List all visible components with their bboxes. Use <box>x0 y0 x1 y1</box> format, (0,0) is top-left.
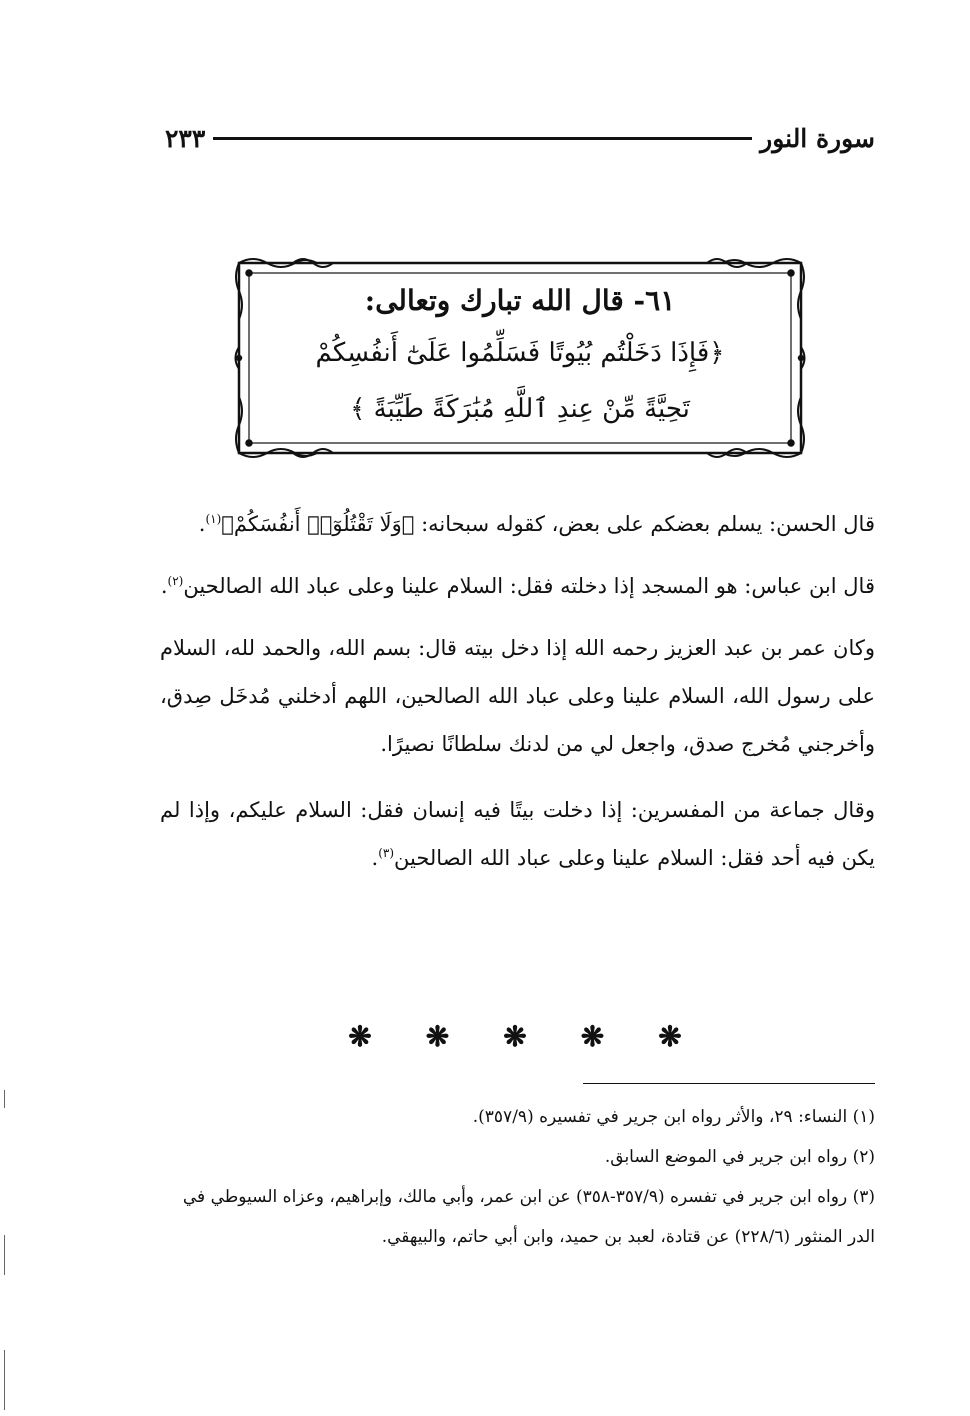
paragraph-text: وكان عمر بن عبد العزيز رحمه الله إذا دخل بيته قال: بسم الله، والحمد لله، السلام على رسول الله، السلام علينا وعلى عباد الله الصالحين، اللهم أدخلني مُدخَل صِدق، وأخرجني مُخرج صدق، واجعل لي من لدنك سلطانًا نصيرًا. <box>160 636 875 756</box>
asterisk-icon: ❋ <box>348 1019 372 1053</box>
footnote-ref[interactable]: (٣) <box>378 846 395 860</box>
paragraph-ibn-abbas <box>160 562 875 610</box>
paragraph-mufassirin <box>160 786 875 882</box>
paragraph-text: وقال جماعة من المفسرين: إذا دخلت بيتًا فيه إنسان فقل: السلام عليكم، وإذا لم يكن فيه أحد فقل: السلام علينا وعلى عباد الله الصالحين <box>160 798 875 870</box>
asterisk-icon: ❋ <box>658 1019 682 1053</box>
running-header <box>165 118 875 158</box>
verse-line-2: تَحِيَّةً مِّنْ عِندِ ٱللَّهِ مُبَٰرَكَةً طَيِّبَةً ﴾ <box>350 394 690 424</box>
paragraph-tail: . <box>371 846 379 870</box>
footnote-ref[interactable]: (١) <box>205 512 222 526</box>
asterisk-icon: ❋ <box>503 1019 527 1053</box>
footnote-1: (١) النساء: ٢٩، والأثر رواه ابن جرير في تفسيره (٣٥٧/٩). <box>472 1107 875 1127</box>
paragraph-text: قال ابن عباس: هو المسجد إذا دخلته فقل: السلام علينا وعلى عباد الله الصالحين <box>183 574 875 598</box>
page-number: ٢٣٣ <box>165 123 206 153</box>
paragraph-tail: . <box>198 512 206 536</box>
footnote-2: (٢) رواه ابن جرير في الموضع السابق. <box>604 1147 875 1167</box>
scan-mark <box>4 1350 5 1410</box>
scan-mark <box>4 1090 5 1108</box>
footnote-3: (٣) رواه ابن جرير في تفسره (٣٥٧/٩-٣٥٨) عن ابن عمر، وأبي مالك، وإبراهيم، وعزاه السيوطي في الدر المنثور (٢٢٨/٦) عن قتادة، لعبد بن حميد، وابن أبي حاتم، والبيهقي. <box>182 1187 875 1247</box>
verse-heading: ٦١- قال الله تبارك وتعالى: <box>364 284 676 317</box>
footnote-ref[interactable]: (٢) <box>167 574 184 588</box>
commentary-body <box>160 500 875 896</box>
scan-mark <box>4 1235 5 1275</box>
header-rule <box>213 137 752 140</box>
paragraph-text: قال الحسن: يسلم بعضكم على بعض، كقوله سبحانه: ﴿وَلَا تَقْتُلُوٓا۟ أَنفُسَكُمْ﴾ <box>221 512 875 536</box>
surah-title: سورة النور <box>760 123 875 153</box>
footnotes <box>160 1097 875 1257</box>
verse-content <box>273 277 767 437</box>
footnote-rule <box>583 1083 875 1084</box>
verse-frame <box>233 255 807 461</box>
paragraph-umar <box>160 624 875 768</box>
verse-line-1: ﴿فَإِذَا دَخَلْتُم بُيُوتًا فَسَلِّمُوا عَلَىٰٓ أَنفُسِكُمْ <box>315 338 725 368</box>
paragraph-tail: . <box>160 574 168 598</box>
section-separator <box>340 1016 690 1056</box>
asterisk-icon: ❋ <box>580 1019 605 1053</box>
paragraph-hasan <box>160 500 875 548</box>
asterisk-icon: ❋ <box>425 1019 450 1053</box>
